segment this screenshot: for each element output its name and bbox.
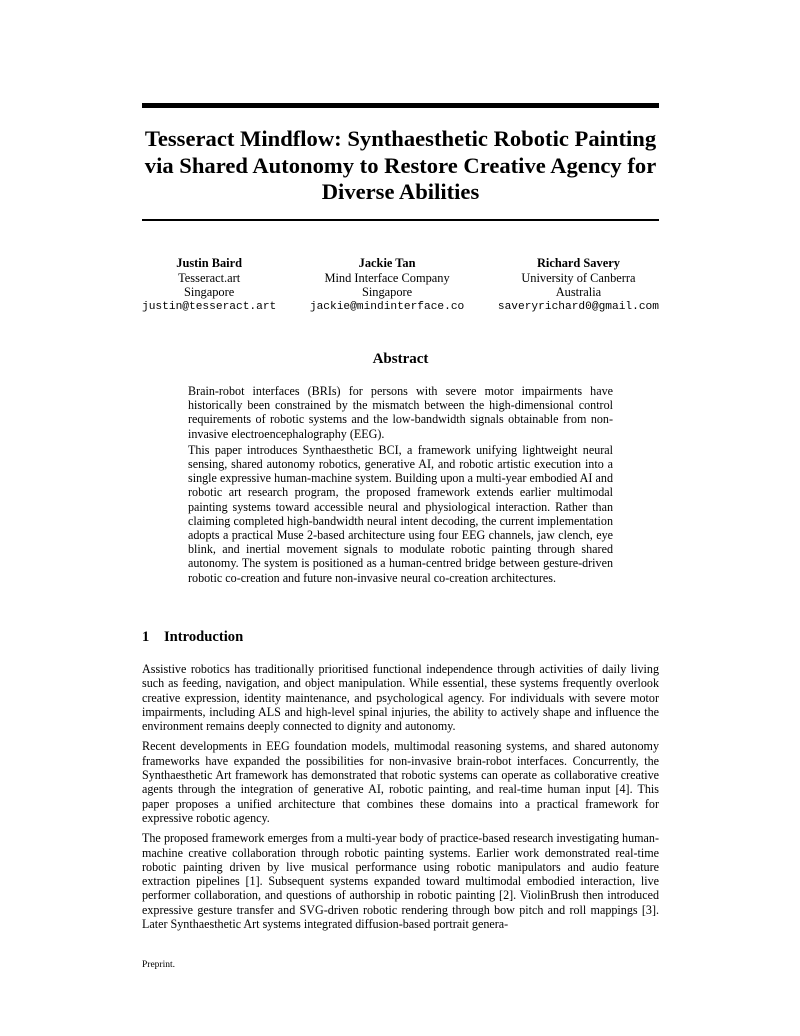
title-bottom-rule bbox=[142, 219, 659, 221]
author-email[interactable]: jackie@mindinterface.co bbox=[309, 300, 465, 313]
abstract-paragraph: This paper introduces Synthaesthetic BCI, a framework unifying lightweight neural sensing, shared autonomy robotics, generative AI, and robotic artistic execution into a single expressive human-machine system. Building upon a multi-year embodied AI and robotic art research program, the proposed framework extends earlier multimodal painting systems toward accessible neural and physiological interaction. Rather than claiming completed high-bandwidth neural intent decoding, the current implementation adopts a practical Muse 2-based architecture using four EEG channels, jaw clench, eye blink, and inertial movement signals to modulate robotic painting through shared autonomy. The system is positioned as a human-centred bridge between gesture-driven robotic co-creation and future non-invasive neural co-creation architectures. bbox=[188, 442, 613, 585]
author-email[interactable]: justin@tesseract.art bbox=[142, 300, 277, 313]
section-number: 1 bbox=[142, 629, 150, 645]
author-2 bbox=[310, 256, 464, 314]
author-email[interactable]: saveryrichard0@gmail.com bbox=[497, 300, 659, 313]
section-body bbox=[142, 662, 659, 937]
author-name: Jackie Tan bbox=[358, 256, 416, 270]
author-3 bbox=[498, 256, 659, 314]
author-location: Singapore bbox=[184, 285, 235, 299]
paper-title: Tesseract Mindflow: Synthaesthetic Robotic Painting via Shared Autonomy to Restore Creative Agency for Diverse Abilities bbox=[144, 126, 657, 204]
body-paragraph: Recent developments in EEG foundation models, multimodal reasoning systems, and shared autonomy frameworks have expanded the possibilities for non-invasive brain-robot interfaces. Concurrently, the Synthaesthetic Art framework has demonstrated that robotic systems can operate as collaborative creative agents through the integration of generative AI, robotic painting, and real-time human input [4]. This paper proposes a unified architecture that combines these domains into a practical framework for expressive robotic agency. bbox=[142, 739, 659, 825]
author-1 bbox=[142, 256, 276, 314]
author-name: Justin Baird bbox=[176, 256, 243, 270]
title-top-rule bbox=[142, 103, 659, 108]
author-affiliation: University of Canberra bbox=[521, 270, 636, 285]
abstract-paragraph: Brain-robot interfaces (BRIs) for persons with severe motor impairments have historically been constrained by the mismatch between the high-dimensional control requirements of robotic systems and the low-bandwidth signals obtainable from non-invasive electroencephalography (EEG). bbox=[188, 384, 613, 441]
author-location: Singapore bbox=[361, 285, 413, 299]
author-affiliation: Mind Interface Company bbox=[324, 270, 450, 285]
author-block bbox=[142, 256, 659, 314]
section-heading bbox=[142, 629, 243, 646]
body-paragraph: The proposed framework emerges from a multi-year body of practice-based research investigating human-machine creative collaboration through robotic painting systems. Earlier work demonstrated real-time robotic painting driven by live musical performance using robotic manipulators and audio feature extraction pipelines [1]. Subsequent systems expanded toward multimodal embodied interaction, live performer collaboration, and questions of authorship in robotic painting [2]. ViolinBrush then introduced expressive gesture transfer and SVG-driven robotic rendering through bow pitch and roll mappings [3]. Later Synthaesthetic Art systems integrated diffusion-based portrait genera- bbox=[142, 831, 659, 932]
abstract-heading: Abstract bbox=[372, 351, 429, 367]
abstract-body bbox=[188, 384, 613, 587]
body-paragraph: Assistive robotics has traditionally prioritised functional independence through activities of daily living such as feeding, navigation, and object manipulation. While essential, these systems frequently overlook creative expression, identity maintenance, and psychological agency. For individuals with severe motor impairments, including ALS and high-level spinal injuries, the ability to actively shape and influence the environment remains deeply connected to dignity and autonomy. bbox=[142, 662, 659, 734]
author-location: Australia bbox=[555, 285, 602, 299]
author-affiliation: Tesseract.art bbox=[178, 270, 241, 285]
page-footer: Preprint. bbox=[142, 960, 175, 970]
section-title: Introduction bbox=[164, 629, 244, 645]
author-name: Richard Savery bbox=[536, 256, 620, 270]
